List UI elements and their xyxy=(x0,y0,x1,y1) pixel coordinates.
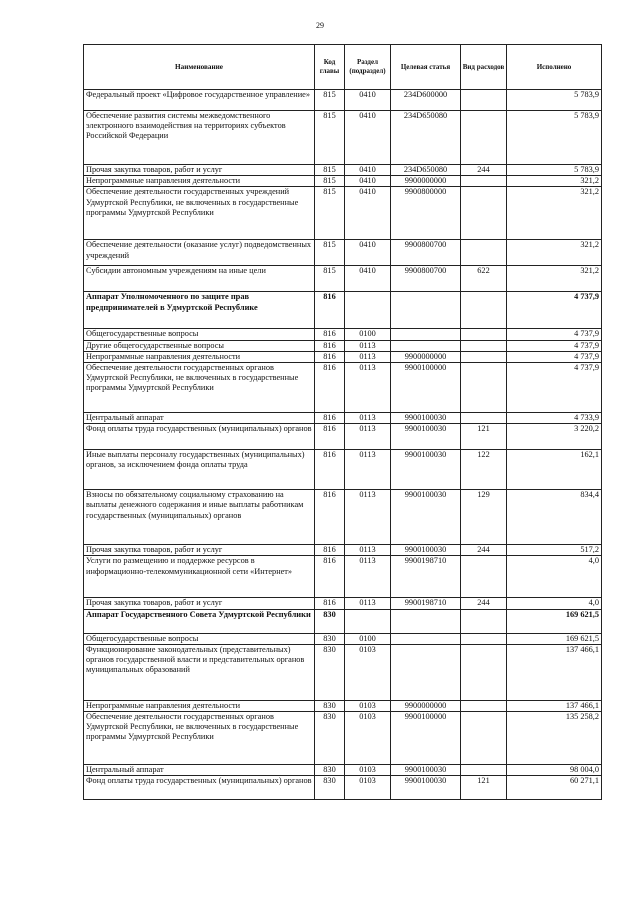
row-section: 0100 xyxy=(345,633,391,644)
row-code: 815 xyxy=(315,240,345,266)
row-name: Фонд оплаты труда государственных (муниципальных) органов xyxy=(84,776,315,800)
row-section: 0103 xyxy=(345,765,391,776)
row-article xyxy=(391,644,461,700)
row-expense-type xyxy=(461,609,507,633)
row-section: 0103 xyxy=(345,776,391,800)
row-article: 9900100030 xyxy=(391,490,461,545)
row-amount: 169 621,5 xyxy=(507,633,602,644)
table-row xyxy=(84,351,602,362)
row-article: 9900100030 xyxy=(391,776,461,800)
row-expense-type xyxy=(461,556,507,598)
row-code: 815 xyxy=(315,176,345,187)
table-row xyxy=(84,111,602,165)
row-article: 9900100030 xyxy=(391,424,461,450)
row-article: 234D650080 xyxy=(391,165,461,176)
row-expense-type: 622 xyxy=(461,266,507,292)
row-code: 816 xyxy=(315,363,345,413)
row-amount: 162,1 xyxy=(507,450,602,490)
row-name: Прочая закупка товаров, работ и услуг xyxy=(84,165,315,176)
row-section: 0113 xyxy=(345,556,391,598)
table-row xyxy=(84,165,602,176)
row-code: 816 xyxy=(315,340,345,351)
row-amount: 321,2 xyxy=(507,187,602,240)
row-section: 0103 xyxy=(345,712,391,765)
row-name: Обеспечение деятельности государственных органов Удмуртской Республики, не включенных в государственные программы Удмуртской Республики xyxy=(84,363,315,413)
row-amount: 137 466,1 xyxy=(507,700,602,711)
table-row xyxy=(84,598,602,609)
table-row xyxy=(84,490,602,545)
row-expense-type xyxy=(461,363,507,413)
table-row xyxy=(84,644,602,700)
table-row xyxy=(84,413,602,424)
row-code: 815 xyxy=(315,187,345,240)
row-article: 9900800700 xyxy=(391,240,461,266)
row-amount: 4 737,9 xyxy=(507,351,602,362)
row-name: Услуги по размещению и поддержке ресурсов в информационно-телекоммуникационной сети «Интернет» xyxy=(84,556,315,598)
row-code: 815 xyxy=(315,90,345,111)
row-expense-type xyxy=(461,633,507,644)
header-code: Код главы xyxy=(315,45,345,90)
header-expense-type: Вид расходов xyxy=(461,45,507,90)
row-article: 9900000000 xyxy=(391,700,461,711)
row-article: 234D600000 xyxy=(391,90,461,111)
row-code: 816 xyxy=(315,292,345,329)
row-expense-type xyxy=(461,351,507,362)
row-expense-type xyxy=(461,292,507,329)
row-code: 815 xyxy=(315,111,345,165)
row-name: Федеральный проект «Цифровое государственное управление» xyxy=(84,90,315,111)
row-code: 816 xyxy=(315,351,345,362)
row-section: 0113 xyxy=(345,598,391,609)
row-section: 0410 xyxy=(345,176,391,187)
row-section xyxy=(345,609,391,633)
row-article: 9900000000 xyxy=(391,176,461,187)
row-section: 0100 xyxy=(345,329,391,340)
table-row xyxy=(84,363,602,413)
row-expense-type xyxy=(461,329,507,340)
table-row xyxy=(84,776,602,800)
row-article: 9900198710 xyxy=(391,556,461,598)
row-expense-type xyxy=(461,644,507,700)
row-name: Непрограммные направления деятельности xyxy=(84,176,315,187)
row-section: 0410 xyxy=(345,90,391,111)
table-row xyxy=(84,450,602,490)
row-article xyxy=(391,609,461,633)
row-expense-type xyxy=(461,240,507,266)
row-name: Обеспечение деятельности государственных органов Удмуртской Республики, не включенных в государственные программы Удмуртской Республики xyxy=(84,712,315,765)
row-section: 0410 xyxy=(345,266,391,292)
row-code: 830 xyxy=(315,633,345,644)
row-article: 9900100000 xyxy=(391,363,461,413)
table-row xyxy=(84,545,602,556)
row-expense-type: 122 xyxy=(461,450,507,490)
row-section: 0113 xyxy=(345,450,391,490)
row-article: 9900000000 xyxy=(391,351,461,362)
row-section: 0113 xyxy=(345,424,391,450)
row-name: Взносы по обязательному социальному страхованию на выплаты денежного содержания и иные выплаты работникам государственных (муниципальных) органов xyxy=(84,490,315,545)
row-amount: 321,2 xyxy=(507,266,602,292)
row-expense-type xyxy=(461,90,507,111)
row-section: 0113 xyxy=(345,340,391,351)
row-section xyxy=(345,292,391,329)
row-name: Функционирование законодательных (представительных) органов государственной власти и представительных органов муниципальных образований xyxy=(84,644,315,700)
row-name: Обеспечение развития системы межведомственного электронного взаимодействия на территориях субъектов Российской Федерации xyxy=(84,111,315,165)
row-code: 816 xyxy=(315,490,345,545)
row-section: 0113 xyxy=(345,351,391,362)
row-expense-type xyxy=(461,413,507,424)
row-article: 9900100030 xyxy=(391,413,461,424)
row-name: Общегосударственные вопросы xyxy=(84,329,315,340)
page-number: 29 xyxy=(316,21,324,30)
row-section: 0103 xyxy=(345,644,391,700)
row-code: 816 xyxy=(315,556,345,598)
row-name: Непрограммные направления деятельности xyxy=(84,351,315,362)
row-expense-type xyxy=(461,712,507,765)
row-name: Другие общегосударственные вопросы xyxy=(84,340,315,351)
row-expense-type: 121 xyxy=(461,776,507,800)
row-article: 9900100030 xyxy=(391,765,461,776)
row-amount: 517,2 xyxy=(507,545,602,556)
row-article: 9900100030 xyxy=(391,545,461,556)
row-amount: 321,2 xyxy=(507,176,602,187)
row-code: 816 xyxy=(315,413,345,424)
row-name: Аппарат Уполномоченного по защите прав предпринимателей в Удмуртской Республике xyxy=(84,292,315,329)
row-amount: 834,4 xyxy=(507,490,602,545)
row-expense-type xyxy=(461,700,507,711)
row-expense-type: 244 xyxy=(461,598,507,609)
row-name: Субсидии автономным учреждениям на иные цели xyxy=(84,266,315,292)
row-amount: 135 258,2 xyxy=(507,712,602,765)
row-expense-type xyxy=(461,340,507,351)
row-code: 815 xyxy=(315,266,345,292)
table-row xyxy=(84,765,602,776)
row-expense-type: 129 xyxy=(461,490,507,545)
row-code: 816 xyxy=(315,545,345,556)
row-code: 830 xyxy=(315,776,345,800)
row-expense-type xyxy=(461,187,507,240)
row-name: Центральный аппарат xyxy=(84,413,315,424)
row-article: 9900100030 xyxy=(391,450,461,490)
row-code: 816 xyxy=(315,598,345,609)
row-code: 830 xyxy=(315,700,345,711)
row-name: Общегосударственные вопросы xyxy=(84,633,315,644)
header-article: Целевая статья xyxy=(391,45,461,90)
row-amount: 4 733,9 xyxy=(507,413,602,424)
header-amount: Исполнено xyxy=(507,45,602,90)
row-expense-type xyxy=(461,111,507,165)
row-amount: 98 004,0 xyxy=(507,765,602,776)
row-name: Непрограммные направления деятельности xyxy=(84,700,315,711)
row-amount: 4 737,9 xyxy=(507,292,602,329)
row-article: 9900100000 xyxy=(391,712,461,765)
row-section: 0410 xyxy=(345,187,391,240)
row-expense-type xyxy=(461,176,507,187)
row-article xyxy=(391,633,461,644)
row-code: 816 xyxy=(315,424,345,450)
row-name: Прочая закупка товаров, работ и услуг xyxy=(84,598,315,609)
table-row xyxy=(84,609,602,633)
row-expense-type: 244 xyxy=(461,165,507,176)
row-expense-type: 244 xyxy=(461,545,507,556)
row-section: 0410 xyxy=(345,165,391,176)
table-row xyxy=(84,424,602,450)
row-amount: 4 737,9 xyxy=(507,363,602,413)
row-section: 0113 xyxy=(345,490,391,545)
row-section: 0113 xyxy=(345,363,391,413)
row-amount: 60 271,1 xyxy=(507,776,602,800)
row-amount: 4 737,9 xyxy=(507,329,602,340)
row-amount: 169 621,5 xyxy=(507,609,602,633)
row-name: Центральный аппарат xyxy=(84,765,315,776)
row-code: 815 xyxy=(315,165,345,176)
row-section: 0113 xyxy=(345,413,391,424)
row-code: 830 xyxy=(315,644,345,700)
row-section: 0113 xyxy=(345,545,391,556)
row-name: Прочая закупка товаров, работ и услуг xyxy=(84,545,315,556)
row-expense-type xyxy=(461,765,507,776)
row-article: 9900198710 xyxy=(391,598,461,609)
table-row xyxy=(84,329,602,340)
row-amount: 4,0 xyxy=(507,556,602,598)
row-amount: 5 783,9 xyxy=(507,111,602,165)
row-amount: 3 220,2 xyxy=(507,424,602,450)
table-row xyxy=(84,556,602,598)
row-code: 830 xyxy=(315,712,345,765)
row-article: 9900800700 xyxy=(391,266,461,292)
row-name: Фонд оплаты труда государственных (муниципальных) органов xyxy=(84,424,315,450)
row-code: 816 xyxy=(315,329,345,340)
table-row xyxy=(84,292,602,329)
row-code: 830 xyxy=(315,609,345,633)
table-row xyxy=(84,266,602,292)
row-amount: 4,0 xyxy=(507,598,602,609)
row-section: 0410 xyxy=(345,240,391,266)
row-article xyxy=(391,292,461,329)
row-amount: 5 783,9 xyxy=(507,165,602,176)
budget-table xyxy=(83,44,602,800)
row-article: 9900800000 xyxy=(391,187,461,240)
row-code: 830 xyxy=(315,765,345,776)
row-article xyxy=(391,340,461,351)
table-row xyxy=(84,90,602,111)
row-expense-type: 121 xyxy=(461,424,507,450)
table-header-row xyxy=(84,45,602,90)
row-amount: 4 737,9 xyxy=(507,340,602,351)
table-row xyxy=(84,712,602,765)
row-name: Обеспечение деятельности государственных учреждений Удмуртской Республики, не включенных в государственные программы Удмуртской Республики xyxy=(84,187,315,240)
row-section: 0103 xyxy=(345,700,391,711)
row-article: 234D650080 xyxy=(391,111,461,165)
table-row xyxy=(84,633,602,644)
row-amount: 5 783,9 xyxy=(507,90,602,111)
row-name: Иные выплаты персоналу государственных (муниципальных) органов, за исключением фонда оплаты труда xyxy=(84,450,315,490)
table-row xyxy=(84,187,602,240)
row-section: 0410 xyxy=(345,111,391,165)
row-amount: 137 466,1 xyxy=(507,644,602,700)
header-name: Наименование xyxy=(84,45,315,90)
table-row xyxy=(84,340,602,351)
table-row xyxy=(84,176,602,187)
table-row xyxy=(84,700,602,711)
row-name: Обеспечение деятельности (оказание услуг) подведомственных учреждений xyxy=(84,240,315,266)
row-article xyxy=(391,329,461,340)
header-section: Раздел (подраздел) xyxy=(345,45,391,90)
row-name: Аппарат Государственного Совета Удмуртской Республики xyxy=(84,609,315,633)
row-code: 816 xyxy=(315,450,345,490)
row-amount: 321,2 xyxy=(507,240,602,266)
table-row xyxy=(84,240,602,266)
